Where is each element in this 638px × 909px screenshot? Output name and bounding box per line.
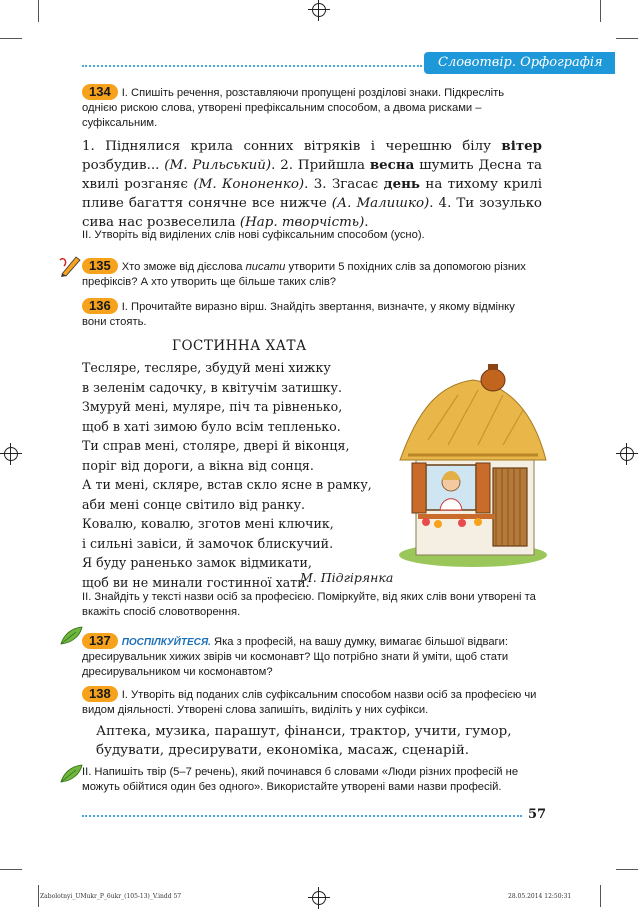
- poem-line: Я буду раненько замок відмикати,: [82, 555, 312, 570]
- crop-mark: [0, 38, 22, 39]
- header-dotted-line: [82, 65, 422, 67]
- exercise-134-task: 134 І. Спишіть речення, розставляючи пропущені розділові знаки. Підкресліть однією рискою слова, утворені префіксальним способом, а двома рисками – суфіксальним.: [82, 84, 505, 129]
- exercise-138-task: 138 І. Утворіть від поданих слів суфіксальним способом назви осіб за професією чи видом діяльності. Утворені слова запишіть, виділіть у них суфікси.: [82, 686, 537, 716]
- exercise-number-136: 136: [82, 298, 118, 314]
- exercise-number-137: 137: [82, 633, 118, 649]
- poem-line: Ковалю, ковалю, зготов мені ключик,: [82, 516, 334, 531]
- exercise-138-task2: ІІ. Напишіть твір (5–7 речень), який починався б словами «Люди різних професій не можуть обійтися один без одного». Використайте утворені вами назви професій.: [82, 766, 519, 793]
- poem-line: щоб в хаті зимою було всім тепленько.: [82, 418, 341, 434]
- footer-dotted-line: [82, 815, 522, 817]
- poem-author: М. Підгірянка: [300, 570, 394, 585]
- exercise-134-task2: ІІ. Утворіть від виділених слів нові суфіксальним способом (усно).: [82, 229, 425, 241]
- registration-mark-icon: [4, 447, 18, 461]
- poem-line: щоб ви не минали гостинної хати.: [82, 574, 310, 590]
- poem: [82, 358, 402, 592]
- house-illustration: [398, 350, 548, 568]
- crop-mark: [38, 885, 39, 907]
- poem-line: Ти справ мені, столяре, двері й віконця,: [82, 438, 350, 453]
- exercise-134-text: 1. Піднялися крила сонних вітряків і черешню білу вітер розбудив... (М. Рильський). 2. Прийшла весна шумить Десна та хвилі розганяє (М. Кононенко). 3. Згасає день на тихому крилі пливе багаття сонячне все нижче (А. Малишко). 4. Ти зозулько сива нас розвеселила (Нар. творчість).: [82, 138, 543, 230]
- crop-mark: [616, 38, 638, 39]
- registration-mark-icon: [620, 447, 634, 461]
- crop-mark: [600, 885, 601, 907]
- poem-line: аби мені сонце світило від ранку.: [82, 496, 305, 512]
- leaf-pen-icon: [58, 624, 84, 648]
- exercise-138-words: Аптека, музика, парашут, фінанси, трактор, учити, гумор, будувати, дресирувати, економіка, масаж, сценарій.: [96, 724, 512, 758]
- registration-mark-icon: [312, 891, 326, 905]
- footer-file-info: Zabolotnyi_UMukr_P_6ukr_(105-13)_V.indd 57: [40, 893, 182, 900]
- poem-line: Змуруй мені, муляре, піч та рівненько,: [82, 399, 343, 414]
- section-banner: Словотвір. Орфографія: [424, 52, 615, 74]
- exercise-135-task: 135 Хто зможе від дієслова писати утворити 5 похідних слів за допомогою різних префіксів? А хто утворить ще більше таких слів?: [82, 258, 526, 288]
- poem-line: А ти мені, скляре, встав скло ясне в рамку,: [82, 477, 372, 492]
- crop-mark: [38, 0, 39, 22]
- exercise-number-138: 138: [82, 686, 118, 702]
- exercise-137-task: 137 ПОСПІЛКУЙТЕСЯ. Яка з професій, на вашу думку, вимагає більшої відваги: дресирувальник хижих звірів чи космонавт? Що потрібно знати й уміти, щоб стати дресирувальником чи космонавтом?: [82, 633, 509, 678]
- crop-mark: [616, 869, 638, 870]
- leaf-pen-icon: [58, 762, 84, 786]
- poem-line: Тесляре, тесляре, збудуй мені хижку: [82, 360, 331, 375]
- poem-line: і сильні завіси, й замочок блискучий.: [82, 535, 334, 551]
- crop-mark: [600, 0, 601, 22]
- poem-line: в зеленім садочку, в квітучім затишку.: [82, 379, 342, 395]
- exercise-136-task2: ІІ. Знайдіть у тексті назви осіб за професією. Поміркуйте, від яких слів вони утворені та вкажіть спосіб словотворення.: [82, 591, 536, 618]
- exercise-number-135: 135: [82, 258, 118, 274]
- page-number: 57: [528, 807, 547, 822]
- discussion-label: ПОСПІЛКУЙТЕСЯ.: [121, 637, 211, 648]
- exercise-136-task: 136 І. Прочитайте виразно вірш. Знайдіть звертання, визначте, у якому відмінку вони стоять.: [82, 298, 515, 328]
- registration-mark-icon: [312, 3, 326, 17]
- poem-line: поріг від дороги, а вікна від сонця.: [82, 457, 314, 473]
- pen-icon: [58, 252, 84, 278]
- crop-mark: [0, 869, 22, 870]
- exercise-number-134: 134: [82, 84, 118, 100]
- poem-title: ГОСТИННА ХАТА: [172, 338, 307, 354]
- footer-timestamp: 28.05.2014 12:50:31: [508, 893, 572, 900]
